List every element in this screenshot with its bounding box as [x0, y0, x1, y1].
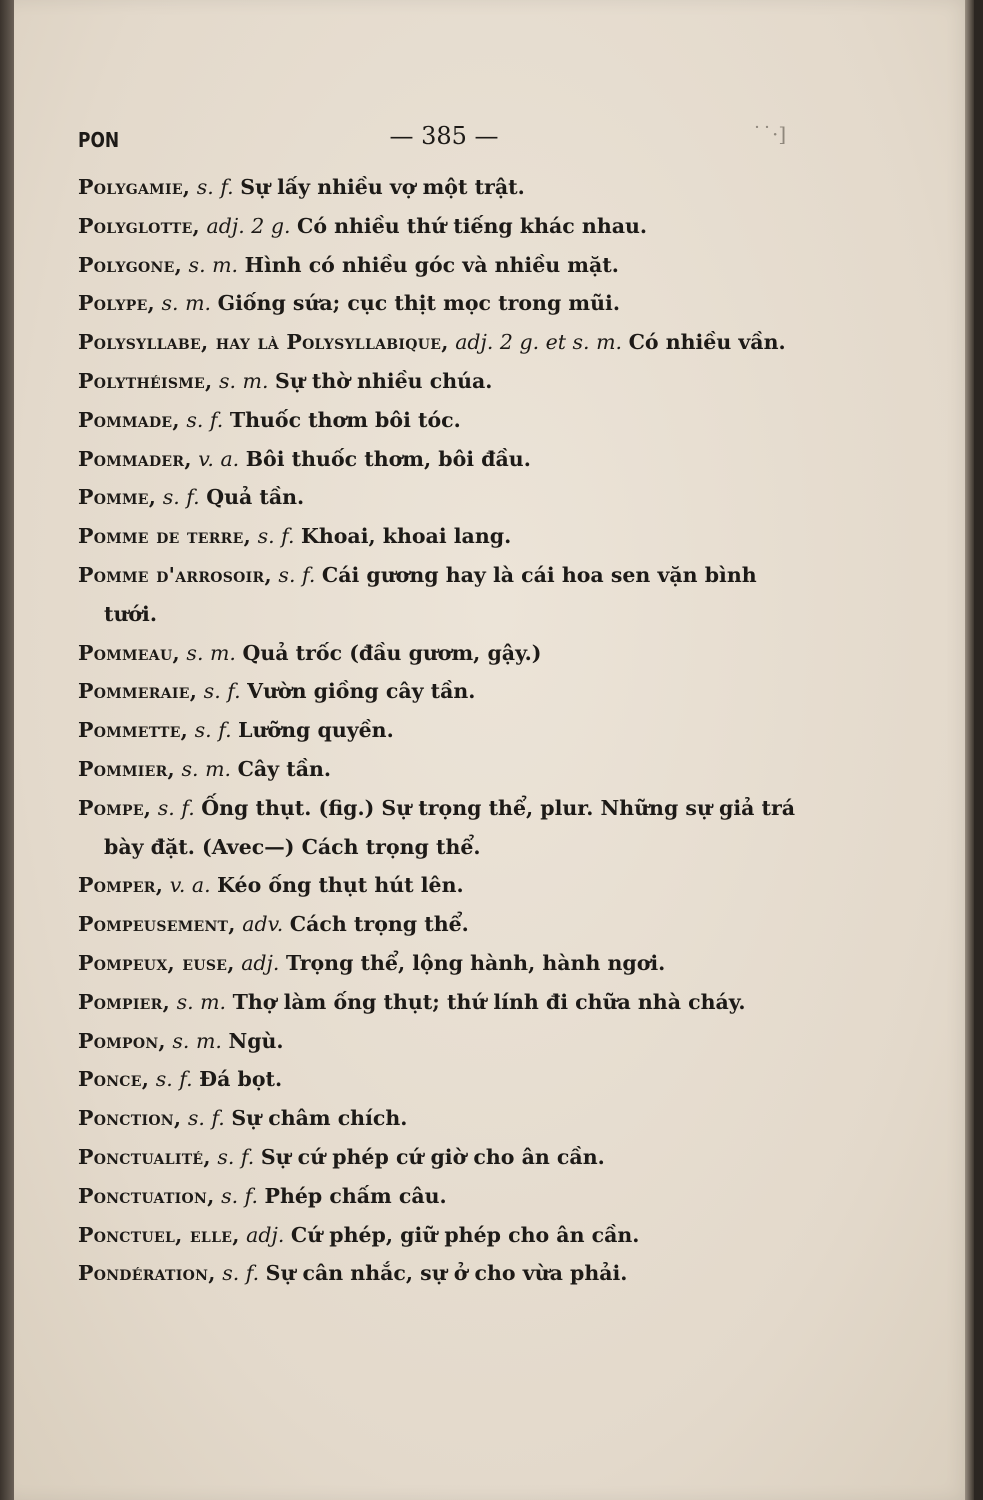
dictionary-entry: [78, 983, 798, 1022]
headword: Pommeau,: [78, 640, 180, 665]
grammar-label: s. m.: [181, 756, 232, 781]
dictionary-entry: [78, 789, 798, 867]
definition: Sự cân nhắc, sự ở cho vừa phải.: [265, 1261, 628, 1286]
dictionary-entry: [78, 750, 798, 789]
grammar-label: s. m.: [188, 252, 239, 277]
definition: Giống sứa; cục thịt mọc trong mũi.: [217, 291, 620, 316]
definition: Hình có nhiều góc và nhiều mặt.: [244, 252, 619, 277]
definition: Quả tần.: [206, 485, 305, 510]
dictionary-entry: [78, 1099, 798, 1138]
dictionary-entry: [78, 246, 798, 285]
grammar-label: s. f.: [217, 1144, 255, 1169]
definition: Cái gương hay là cái hoa sen vặn bình tưới.: [104, 562, 757, 626]
headword: Pommette,: [78, 718, 189, 743]
definition: Sự lấy nhiều vợ một trật.: [240, 175, 525, 199]
grammar-label: s. f.: [187, 1106, 225, 1131]
definition: Sự châm chích.: [231, 1106, 408, 1131]
headword: Pompon,: [78, 1028, 166, 1053]
dictionary-entry: [78, 207, 798, 246]
dictionary-page: [14, 0, 974, 1500]
dictionary-entry: [78, 905, 798, 944]
definition: Trọng thể, lộng hành, hành ngơi.: [285, 950, 666, 975]
dictionary-entry: [78, 1138, 798, 1177]
dictionary-entry: [78, 362, 798, 401]
headword: Pompier,: [78, 989, 171, 1014]
grammar-label: v. a.: [169, 873, 211, 898]
headword: Pommeraie,: [78, 679, 198, 704]
headword: Ponction,: [78, 1106, 182, 1131]
dictionary-entry: [78, 556, 798, 634]
headword: Pomper,: [78, 873, 164, 898]
definition: Sự thờ nhiều chúa.: [275, 368, 493, 393]
headword: Pompe,: [78, 795, 152, 820]
definition: Kéo ống thụt hút lên.: [217, 873, 464, 898]
definition: Có nhiều thứ tiếng khác nhau.: [297, 213, 648, 238]
grammar-label: adj.: [246, 1222, 285, 1247]
dictionary-entry: [78, 711, 798, 750]
headword: Pommader,: [78, 446, 192, 471]
grammar-label: s. f.: [186, 407, 224, 432]
headword: Pommade,: [78, 407, 180, 432]
headword: Pommier,: [78, 756, 175, 781]
running-head: PON: [78, 128, 120, 152]
definition: Cứ phép, giữ phép cho ân cần.: [290, 1222, 640, 1247]
headword: Ponctuation,: [78, 1183, 215, 1208]
grammar-label: s. f.: [194, 718, 232, 743]
dictionary-entry: [78, 401, 798, 440]
grammar-label: s. m.: [186, 640, 236, 665]
grammar-label: s. m.: [161, 291, 212, 316]
dictionary-entry: [78, 634, 798, 673]
definition: Ngù.: [228, 1028, 284, 1053]
headword: Polygone,: [78, 252, 183, 277]
grammar-label: s. m.: [218, 368, 269, 393]
page-number: — 385 —: [389, 122, 499, 150]
headword: Pompeusement,: [78, 912, 236, 937]
corner-mark: ˙˙·]: [752, 122, 787, 146]
headword: Ponctuel, elle,: [78, 1222, 240, 1247]
grammar-label: s. m.: [172, 1028, 222, 1053]
headword: Polythéisme,: [78, 368, 213, 393]
headword: Pondération,: [78, 1261, 216, 1286]
definition: Ống thụt. (fig.) Sự trọng thể, plur. Những sự giả trá bày đặt. (Avec—) Cách trọng thể.: [104, 795, 796, 859]
headword: Pomme de terre,: [78, 524, 252, 549]
grammar-label: adj. 2 g. et s. m.: [455, 330, 623, 355]
grammar-label: s. f.: [257, 524, 295, 549]
dictionary-entry: [78, 478, 798, 517]
headword: Polysyllabe, hay là Polysyllabique,: [78, 330, 449, 355]
grammar-label: adj. 2 g.: [206, 213, 291, 238]
definition: Quả trốc (đầu gươm, gậy.): [242, 640, 542, 665]
headword: Polyglotte,: [78, 213, 200, 238]
headword: Pompeux, euse,: [78, 950, 235, 975]
definition: Phép chấm câu.: [264, 1183, 447, 1208]
book-spine-shadow: [0, 0, 14, 1500]
grammar-label: adv.: [242, 912, 284, 937]
grammar-label: s. f.: [162, 485, 200, 510]
headword: Ponce,: [78, 1067, 150, 1092]
dictionary-entry: [78, 323, 798, 362]
grammar-label: v. a.: [198, 446, 240, 471]
definition: Đá bọt.: [199, 1067, 283, 1092]
definition: Thợ làm ống thụt; thứ lính đi chữa nhà cháy.: [232, 989, 746, 1014]
dictionary-entry: [78, 168, 798, 207]
headword: Polygamie,: [78, 175, 191, 199]
dictionary-entry: [78, 1177, 798, 1216]
dictionary-entry: [78, 672, 798, 711]
grammar-label: s. f.: [203, 679, 241, 704]
definition: Vườn giồng cây tần.: [247, 679, 476, 704]
headword: Pomme,: [78, 485, 157, 510]
dictionary-entry: [78, 944, 798, 983]
definition: Bôi thuốc thơm, bôi đầu.: [245, 446, 531, 471]
headword: Ponctualité,: [78, 1144, 211, 1169]
definition: Có nhiều vần.: [628, 330, 786, 355]
dictionary-entry: [78, 1022, 798, 1061]
grammar-label: s. f.: [196, 175, 234, 199]
page-edge-shadow: [965, 0, 974, 1500]
grammar-label: s. f.: [222, 1261, 260, 1286]
dictionary-entry: [78, 866, 798, 905]
headword: Polype,: [78, 291, 155, 316]
definition: Sự cứ phép cứ giờ cho ân cần.: [260, 1144, 605, 1169]
headword: Pomme d'arrosoir,: [78, 562, 272, 587]
definition: Khoai, khoai lang.: [301, 524, 512, 549]
definition: Cách trọng thể.: [289, 912, 469, 937]
dictionary-entry: [78, 284, 798, 323]
dictionary-entry: [78, 440, 798, 479]
dictionary-entry: [78, 1060, 798, 1099]
definition: Cây tần.: [237, 756, 332, 781]
grammar-label: s. m.: [176, 989, 227, 1014]
grammar-label: s. f.: [278, 562, 316, 587]
definition: Thuốc thơm bôi tóc.: [229, 407, 461, 432]
dictionary-entry: [78, 1254, 798, 1293]
page-header: [14, 122, 974, 158]
grammar-label: s. f.: [157, 795, 195, 820]
definition: Lưỡng quyền.: [238, 718, 394, 743]
grammar-label: adj.: [241, 950, 280, 975]
grammar-label: s. f.: [221, 1183, 259, 1208]
entry-list: [78, 168, 798, 1293]
grammar-label: s. f.: [155, 1067, 193, 1092]
dictionary-entry: [78, 1216, 798, 1255]
dictionary-entry: [78, 517, 798, 556]
